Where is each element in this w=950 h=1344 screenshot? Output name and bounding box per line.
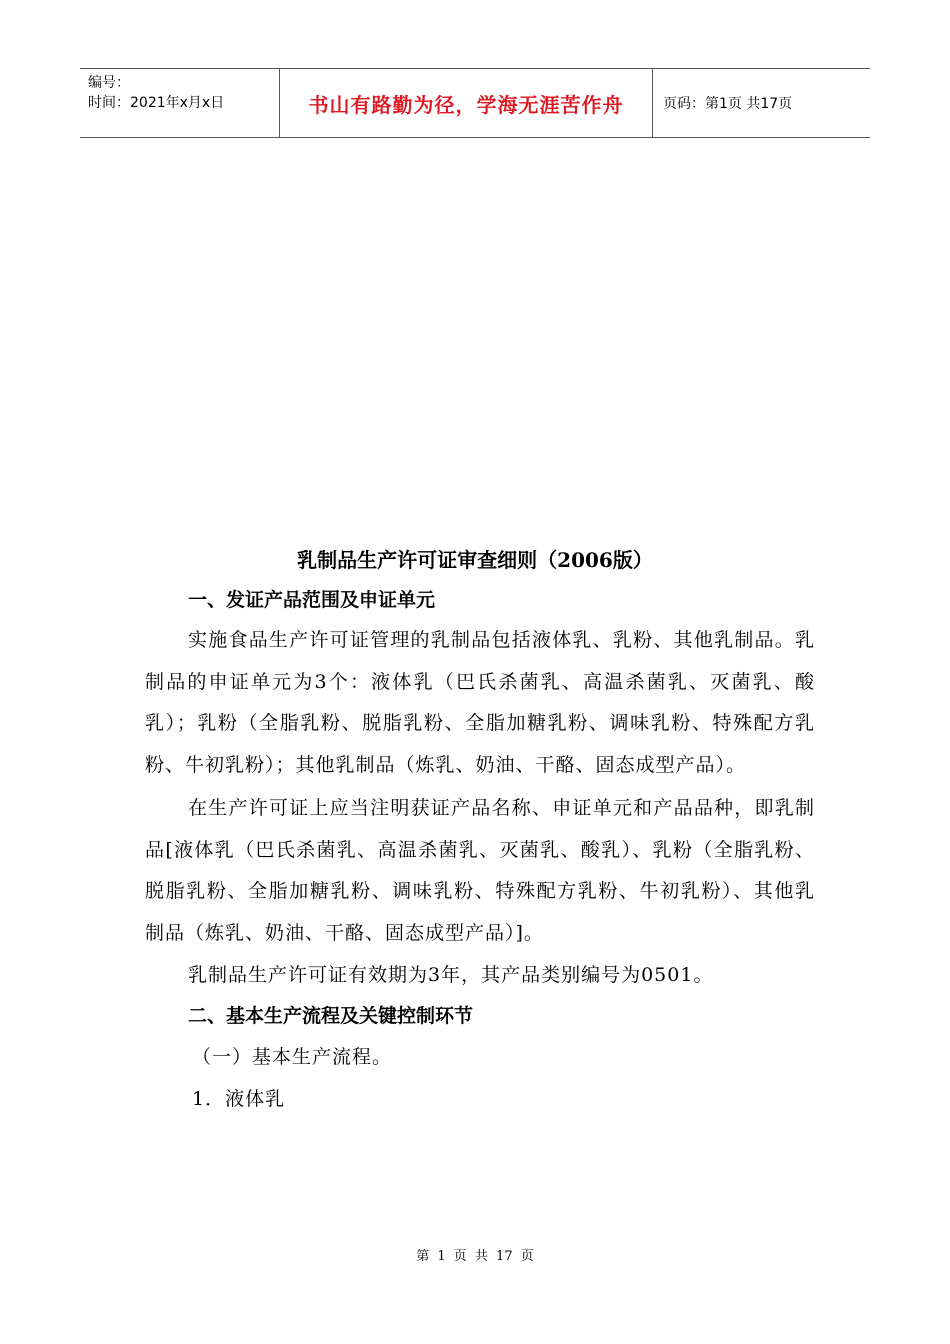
document-title: 乳制品生产许可证审查细则（2006版） [297, 548, 653, 572]
document-body [145, 540, 815, 1120]
number-label: 编号： [88, 75, 130, 91]
paragraph-3: 乳制品生产许可证有效期为3年，其产品类别编号为0501。 [188, 964, 714, 986]
header-motto: 书山有路勤为径，学海无涯苦作舟 [280, 69, 653, 137]
section-heading-2: 二、基本生产流程及关键控制环节 [188, 1005, 474, 1027]
paragraph-2: 在生产许可证上应当注明获证产品名称、申证单元和产品品种，即乳制品[液体乳（巴氏杀菌乳、高温杀菌乳、灭菌乳、酸乳）、乳粉（全脂乳粉、脱脂乳粉、全脂加糖乳粉、调味乳粉、特殊配方乳粉、牛初乳粉）、其他乳制品（炼乳、奶油、干酪、固态成型产品）]。 [145, 797, 815, 944]
subsection-heading: （一）基本生产流程。 [192, 1046, 393, 1068]
paragraph-1: 实施食品生产许可证管理的乳制品包括液体乳、乳粉、其他乳制品。乳制品的申证单元为3个：液体乳（巴氏杀菌乳、高温杀菌乳、灭菌乳、酸乳）；乳粉（全脂乳粉、脱脂乳粉、全脂加糖乳粉、调味乳粉、特殊配方乳粉、牛初乳粉）；其他乳制品（炼乳、奶油、干酪、固态成型产品）。 [145, 629, 815, 776]
list-item: 1．液体乳 [192, 1088, 286, 1110]
page-header [80, 68, 870, 138]
section-heading-1: 一、发证产品范围及申证单元 [188, 589, 436, 611]
page-footer: 第 1 页 共 17 页 [416, 1249, 534, 1264]
header-page-info: 页码：第1页 共17页 [663, 96, 793, 112]
header-meta [80, 69, 280, 137]
time-label: 时间：2021年x月x日 [88, 95, 225, 111]
